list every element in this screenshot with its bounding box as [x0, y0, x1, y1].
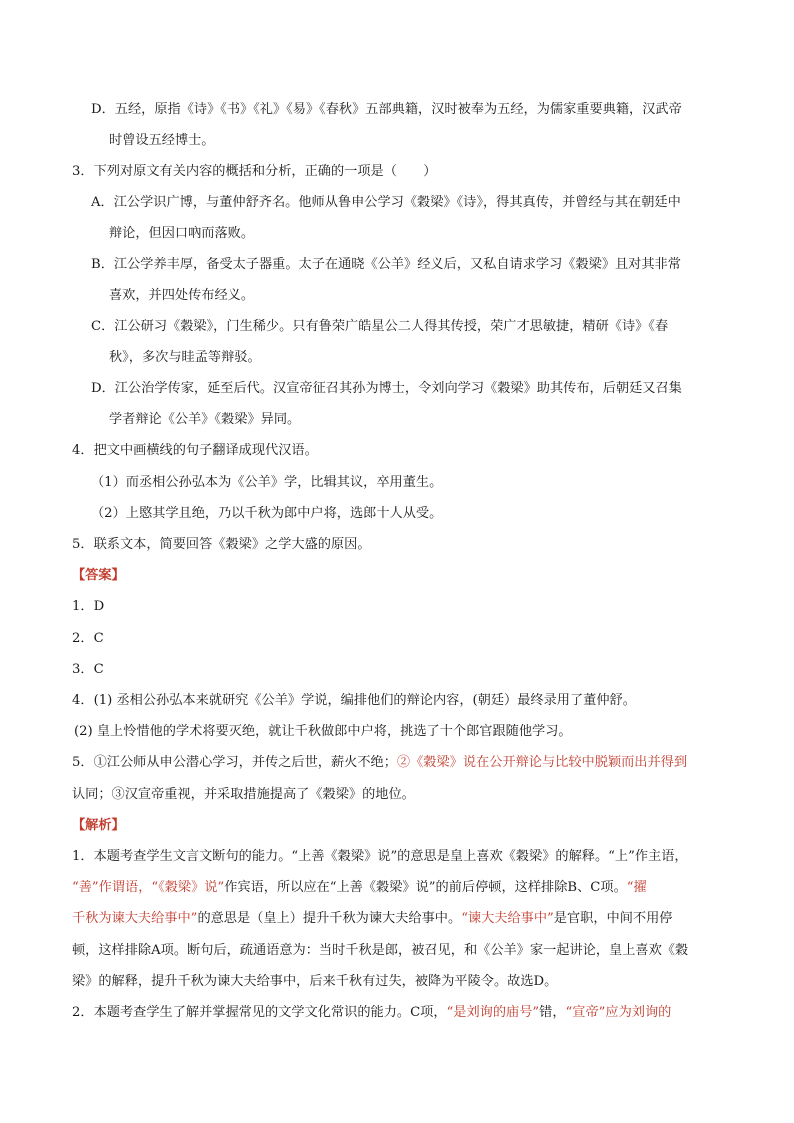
analysis-2-line1 — [72, 1004, 671, 1022]
q3-option-c-line2: 秋》，多次与眭孟等辩驳。 — [109, 350, 261, 365]
answer-header: 【答案】 — [72, 568, 125, 583]
answer-5-line1 — [72, 754, 687, 772]
answer-5-line2: 认同；③汉宣帝重视，并采取措施提高了《穀梁》的地位。 — [72, 787, 415, 802]
q3-option-b-line1: B．江公学养丰厚，备受太子器重。太子在通晓《公羊》经义后，又私自请求学习《穀梁》且对其非常 — [91, 257, 681, 272]
question-5-stem: 5．联系文本，简要回答《穀梁》之学大盛的原因。 — [72, 537, 371, 552]
analysis-1-line3-red-a: 千秋为谏大夫给事中” — [72, 911, 198, 926]
analysis-1-line2-black: 作宾语，所以应在“上善《穀梁》说”的前后停顿，这样排除B、C项。 — [224, 880, 627, 895]
answer-5-part-black: 5．①江公师从申公潜心学习，并传之后世，薪火不绝； — [72, 755, 397, 770]
q2-option-d-line1: D．五经，原指《诗》《书》《礼》《易》《春秋》五部典籍，汉时被奉为五经，为儒家重要典籍，汉武帝 — [91, 102, 682, 117]
q3-option-d-line1: D．江公治学传家，延至后代。汉宣帝征召其孙为博士，令刘向学习《穀梁》助其传布，后朝廷又召集 — [91, 381, 682, 396]
analysis-1-line1: 1．本题考查学生文言文断句的能力。“上善《穀梁》说”的意思是皇上喜欢《穀梁》的解释。“上”作主语， — [72, 849, 688, 864]
analysis-2-red-a: “是刘询的庙号” — [446, 1005, 540, 1020]
question-3-stem: 3．下列对原文有关内容的概括和分析，正确的一项是（ ） — [72, 164, 437, 179]
analysis-1-line2-red-b: “擢 — [626, 880, 647, 895]
analysis-1-line5: 梁》的解释，提升千秋为谏大夫给事中，后来千秋有过失，被降为平陵令。故选D。 — [72, 974, 558, 989]
answer-1: 1．D — [72, 599, 105, 614]
analysis-1-line3 — [72, 910, 672, 928]
analysis-1-line2 — [72, 879, 647, 897]
q4-sentence-2: （2）上愍其学且绝，乃以千秋为郎中户将，选郎十人从受。 — [91, 506, 443, 521]
answer-3: 3．C — [72, 662, 104, 677]
analysis-1-line3-red-b: “谏大夫给事中” — [461, 911, 554, 926]
analysis-1-line2-red-a: “善”作谓语，“《穀梁》说” — [72, 880, 225, 895]
q3-option-a-line2: 辩论，但因口吶而落败。 — [109, 226, 255, 241]
analysis-1-line3-black-a: 的意思是（皇上）提升千秋为谏大夫给事中。 — [197, 911, 462, 926]
answer-4-line2: (2) 皇上怜惜他的学术将要灭绝，就让千秋做郎中户将，挑选了十个郎官跟随他学习。 — [74, 724, 572, 739]
q3-option-c-line1: C．江公研习《穀梁》，门生稀少。只有鲁荣广皓星公二人得其传授，荣广才思敏捷，精研《诗》《春 — [91, 319, 669, 334]
q3-option-d-line2: 学者辩论《公羊》《穀梁》异同。 — [109, 412, 301, 427]
q2-option-d-line2: 时曾设五经博士。 — [109, 133, 215, 148]
answer-2: 2．C — [72, 631, 104, 646]
analysis-2-black-a: 2．本题考查学生了解并掌握常见的文学文化常识的能力。C项， — [72, 1005, 447, 1020]
analysis-2-black-b: 错， — [539, 1005, 566, 1020]
q4-sentence-1: （1）而丞相公孙弘本为《公羊》学，比辑其议，卒用董生。 — [91, 475, 443, 490]
question-4-stem: 4．把文中画横线的句子翻译成现代汉语。 — [72, 443, 318, 458]
answer-5-part-red: ②《穀梁》说在公开辩论与比较中脱颖而出并得到 — [396, 755, 688, 770]
answer-4-line1: 4．(1) 丞相公孙弘本来就研究《公羊》学说，编排他们的辩论内容，(朝廷）最终录用了董仲舒。 — [72, 693, 636, 708]
analysis-1-line4: 顿，这样排除A项。断句后，疏通语意为：当时千秋是郎，被召见，和《公羊》家一起讲论，皇上喜欢《穀 — [72, 943, 689, 958]
q3-option-b-line2: 喜欢，并四处传布经义。 — [109, 288, 255, 303]
analysis-2-red-b: “宣帝”应为刘询的 — [565, 1005, 672, 1020]
analysis-1-line3-black-b: 是官职，中间不用停 — [553, 911, 673, 926]
q3-option-a-line1: A．江公学识广博，与董仲舒齐名。他师从鲁申公学习《穀梁》《诗》，得其真传，并曾经与其在朝廷中 — [91, 195, 681, 210]
analysis-header: 【解析】 — [72, 818, 125, 833]
